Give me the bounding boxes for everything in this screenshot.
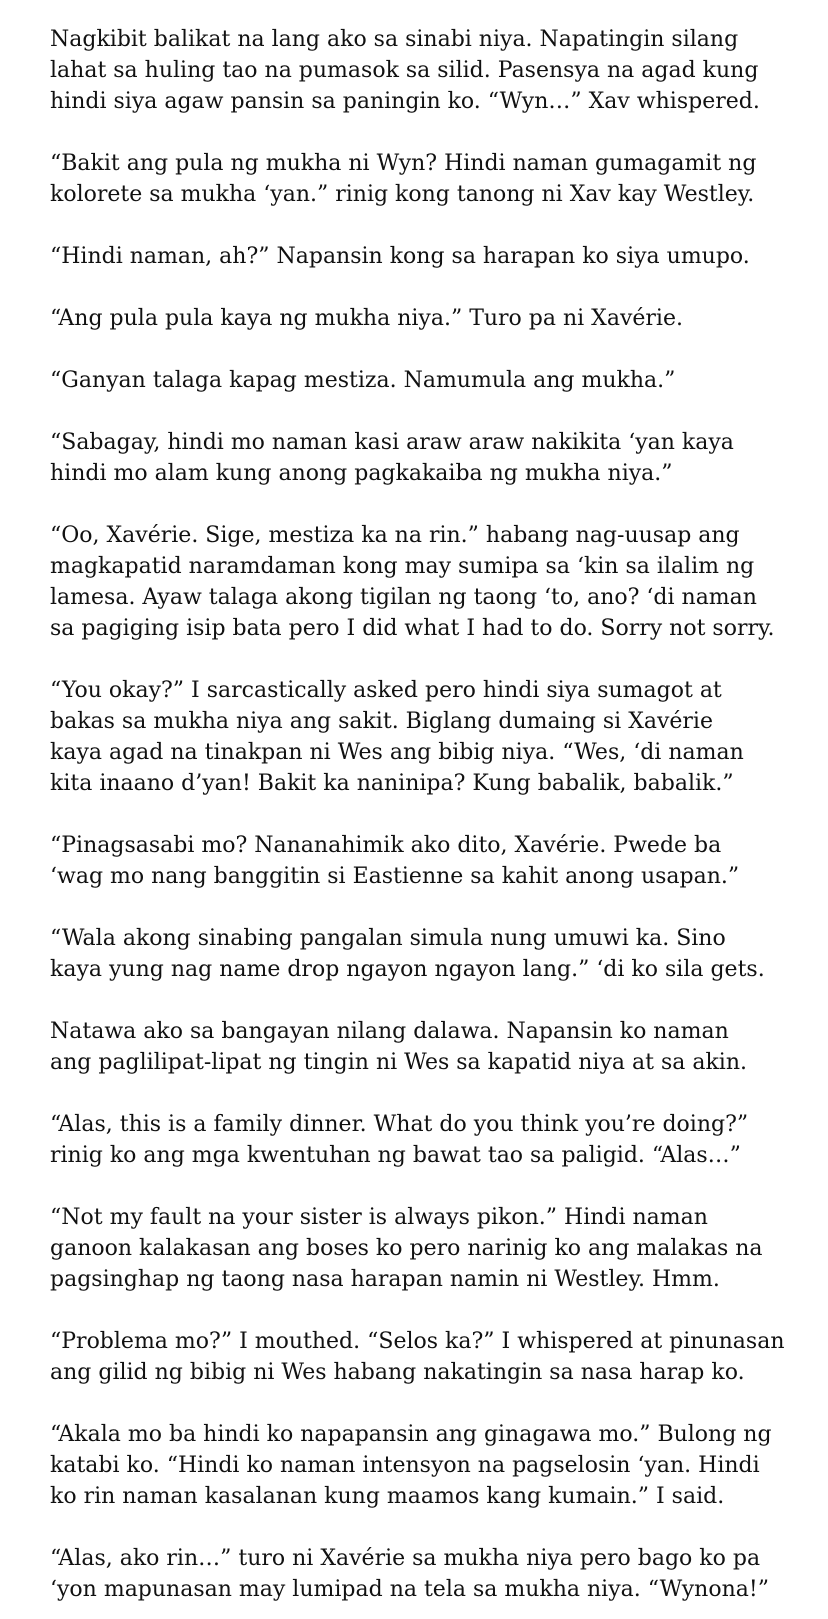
story-line: rinig ko ang mga kwentuhan ng bawat tao sa paligid. “Alas…”	[50, 1143, 741, 1168]
story-line: Natawa ako sa bangayan nilang dalawa. Napansin ko naman	[50, 1019, 729, 1044]
story-line: magkapatid naramdaman kong may sumipa sa ‘kin sa ilalim ng	[50, 554, 755, 579]
story-line: “Oo, Xavérie. Sige, mestiza ka na rin.” habang nag-uusap ang	[50, 523, 740, 548]
story-line: kolorete sa mukha ‘yan.” rinig kong tanong ni Xav kay Westley.	[50, 182, 755, 207]
story-line: “Akala mo ba hindi ko napapansin ang ginagawa mo.” Bulong ng	[50, 1422, 772, 1447]
story-line: “Ang pula pula kaya ng mukha niya.” Turo pa ni Xavérie.	[50, 306, 683, 331]
story-line: bakas sa mukha niya ang sakit. Biglang dumaing si Xavérie	[50, 709, 713, 734]
story-line: kaya yung nag name drop ngayon ngayon lang.” ‘di ko sila gets.	[50, 957, 765, 982]
story-paragraph	[50, 1419, 794, 1512]
story-paragraph	[50, 1543, 794, 1605]
story-paragraph	[50, 1202, 794, 1295]
story-line: ‘wag mo nang banggitin si Eastienne sa kahit anong usapan.”	[50, 864, 740, 889]
story-line: hindi siya agaw pansin sa paningin ko. “Wyn…” Xav whispered.	[50, 89, 760, 114]
story-paragraph	[50, 830, 794, 892]
story-paragraph	[50, 24, 794, 117]
story-paragraph	[50, 923, 794, 985]
story-line: “Not my fault na your sister is always pikon.” Hindi naman	[50, 1205, 708, 1230]
story-line: ganoon kalakasan ang boses ko pero narinig ko ang malakas na	[50, 1236, 763, 1261]
story-line: “Problema mo?” I mouthed. “Selos ka?” I whispered at pinunasan	[50, 1329, 785, 1354]
story-line: lahat sa huling tao na pumasok sa silid. Pasensya na agad kung	[50, 58, 759, 83]
story-line: pagsinghap ng taong nasa harapan namin ni Westley. Hmm.	[50, 1267, 720, 1292]
story-line: katabi ko. “Hindi ko naman intensyon na pagselosin ‘yan. Hindi	[50, 1453, 760, 1478]
story-paragraph	[50, 148, 794, 210]
story-paragraph	[50, 241, 794, 272]
story-paragraph	[50, 427, 794, 489]
story-paragraph	[50, 675, 794, 799]
story-line: ang gilid ng bibig ni Wes habang nakatingin sa nasa harap ko.	[50, 1360, 745, 1385]
story-line: kita inaano d’yan! Bakit ka naninipa? Kung babalik, babalik.”	[50, 771, 734, 796]
story-line: “Pinagsasabi mo? Nananahimik ako dito, Xavérie. Pwede ba	[50, 833, 722, 858]
story-body	[50, 24, 794, 1605]
story-paragraph	[50, 1016, 794, 1078]
story-line: ang paglilipat-lipat ng tingin ni Wes sa kapatid niya at sa akin.	[50, 1050, 747, 1075]
story-line: “Ganyan talaga kapag mestiza. Namumula ang mukha.”	[50, 368, 676, 393]
story-line: “Alas, ako rin…” turo ni Xavérie sa mukha niya pero bago ko pa	[50, 1546, 761, 1571]
story-line: “Sabagay, hindi mo naman kasi araw araw nakikita ‘yan kaya	[50, 430, 734, 455]
story-line: “Bakit ang pula ng mukha ni Wyn? Hindi naman gumagamit ng	[50, 151, 757, 176]
story-paragraph	[50, 1109, 794, 1171]
story-paragraph	[50, 1326, 794, 1388]
story-paragraph	[50, 520, 794, 644]
story-line: Nagkibit balikat na lang ako sa sinabi niya. Napatingin silang	[50, 27, 739, 52]
story-line: “Alas, this is a family dinner. What do you think you’re doing?”	[50, 1112, 749, 1137]
story-line: ko rin naman kasalanan kung maamos kang kumain.” I said.	[50, 1484, 725, 1509]
story-paragraph	[50, 303, 794, 334]
story-line: “Hindi naman, ah?” Napansin kong sa harapan ko siya umupo.	[50, 244, 750, 269]
story-line: kaya agad na tinakpan ni Wes ang bibig niya. “Wes, ‘di naman	[50, 740, 744, 765]
story-line: hindi mo alam kung anong pagkakaiba ng mukha niya.”	[50, 461, 673, 486]
story-line: “Wala akong sinabing pangalan simula nung umuwi ka. Sino	[50, 926, 726, 951]
story-line: lamesa. Ayaw talaga akong tigilan ng taong ‘to, ano? ‘di naman	[50, 585, 757, 610]
story-line: sa pagiging isip bata pero I did what I had to do. Sorry not sorry.	[50, 616, 775, 641]
story-line: “You okay?” I sarcastically asked pero hindi siya sumagot at	[50, 678, 722, 703]
story-paragraph	[50, 365, 794, 396]
story-line: ‘yon mapunasan may lumipad na tela sa mukha niya. “Wynona!”	[50, 1577, 769, 1602]
